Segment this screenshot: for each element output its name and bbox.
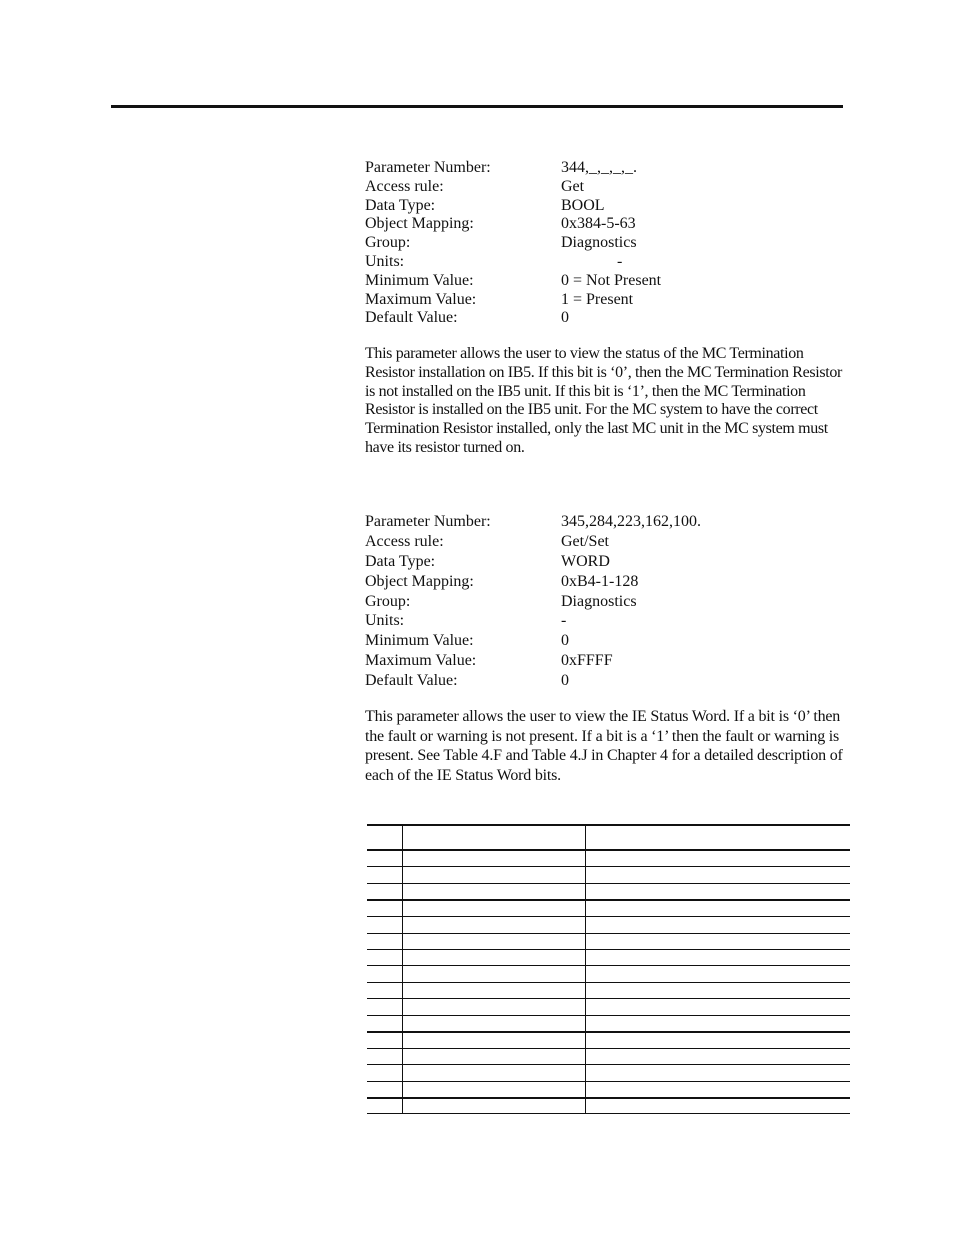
table-row-rule [367, 933, 850, 934]
param-row [365, 309, 845, 328]
param-row [365, 159, 845, 178]
param-value: Diagnostics [561, 592, 637, 610]
param-label: Default Value: [365, 309, 458, 327]
param-label: Minimum Value: [365, 271, 474, 289]
param-value: 0xB4-1-128 [561, 572, 639, 590]
table-row-rule [367, 1064, 850, 1065]
param-row [365, 291, 845, 310]
parameter-block-344 [365, 159, 845, 328]
param-label: Minimum Value: [365, 632, 474, 650]
table-header-rule [367, 849, 850, 851]
param-value: - [561, 612, 567, 630]
header-rule [111, 105, 843, 108]
param-value: Get [561, 177, 585, 195]
table-column-divider [585, 825, 586, 1114]
param-label: Maximum Value: [365, 290, 477, 308]
table-row-rule [367, 1081, 850, 1082]
param-label: Data Type: [365, 552, 436, 570]
table-row-rule [367, 965, 850, 966]
param-label: Parameter Number: [365, 513, 491, 530]
table-row-rule [367, 998, 850, 999]
param-value: - [617, 252, 623, 270]
param-row [365, 215, 845, 234]
param-label: Group: [365, 234, 411, 252]
table-row-rule [367, 916, 850, 917]
param-row [365, 197, 845, 216]
param-row [365, 611, 845, 631]
param-label: Access rule: [365, 177, 444, 195]
param-row [365, 572, 845, 592]
param-row [365, 253, 845, 272]
table-row-rule [367, 949, 850, 950]
param-value: WORD [561, 552, 610, 570]
param-label: Units: [365, 612, 405, 630]
table-group-rule [367, 1097, 850, 1099]
param-value: BOOL [561, 196, 605, 214]
table-bottom-rule [367, 1113, 850, 1114]
table-row-rule [367, 1048, 850, 1049]
parameter-344-description: This parameter allows the user to view the status of the MC Termination Resistor installation on IB5. If this bit is ‘0’, then the MC Termination Resistor is not installed on the IB5 unit. If this bit is ‘1’, then the MC Termination Resistor is installed on the IB5 unit. For the MC system to have the correct Termination Resistor installed, only the last MC unit in the MC system must have its resistor turned on. [365, 345, 842, 456]
param-value: 0x384-5-63 [561, 215, 636, 233]
param-row [365, 651, 845, 671]
param-row [365, 631, 845, 651]
param-label: Data Type: [365, 196, 436, 214]
param-row [365, 552, 845, 572]
param-row [365, 532, 845, 552]
param-value: 0xFFFF [561, 652, 613, 670]
param-value: Get/Set [561, 532, 609, 550]
param-row [365, 512, 845, 532]
param-value: 344,_,_,_,_. [561, 159, 637, 176]
param-label: Units: [365, 252, 405, 270]
param-row [365, 178, 845, 197]
table-top-rule [367, 824, 850, 826]
param-label: Object Mapping: [365, 215, 474, 233]
param-label: Access rule: [365, 532, 444, 550]
param-value: 345,284,223,162,100. [561, 513, 701, 530]
param-value: 0 [561, 672, 569, 690]
param-label: Default Value: [365, 672, 458, 690]
table-group-rule [367, 899, 850, 901]
param-row [365, 671, 845, 691]
param-value: 1 = Present [561, 290, 634, 308]
table-row-rule [367, 883, 850, 884]
param-value: Diagnostics [561, 234, 637, 252]
table-column-divider [402, 825, 403, 1114]
parameter-block-345 [365, 512, 845, 691]
parameter-345-description: This parameter allows the user to view the IE Status Word. If a bit is ‘0’ then the fault or warning is not present. If a bit is a ‘1’ then the fault or warning is present. See Table 4.F and Table 4.J in Chapter 4 for a detailed description of each of the IE Status Word bits. [365, 708, 843, 785]
param-label: Maximum Value: [365, 652, 477, 670]
table-row-rule [367, 982, 850, 983]
param-value: 0 [561, 632, 569, 650]
param-value: 0 = Not Present [561, 271, 662, 289]
param-row [365, 592, 845, 612]
table-row-rule [367, 866, 850, 867]
param-label: Parameter Number: [365, 159, 491, 176]
table-row-rule [367, 1015, 850, 1016]
param-row [365, 234, 845, 253]
param-value: 0 [561, 309, 569, 327]
param-label: Group: [365, 592, 411, 610]
param-label: Object Mapping: [365, 572, 474, 590]
param-row [365, 272, 845, 291]
table-group-rule [367, 1031, 850, 1033]
